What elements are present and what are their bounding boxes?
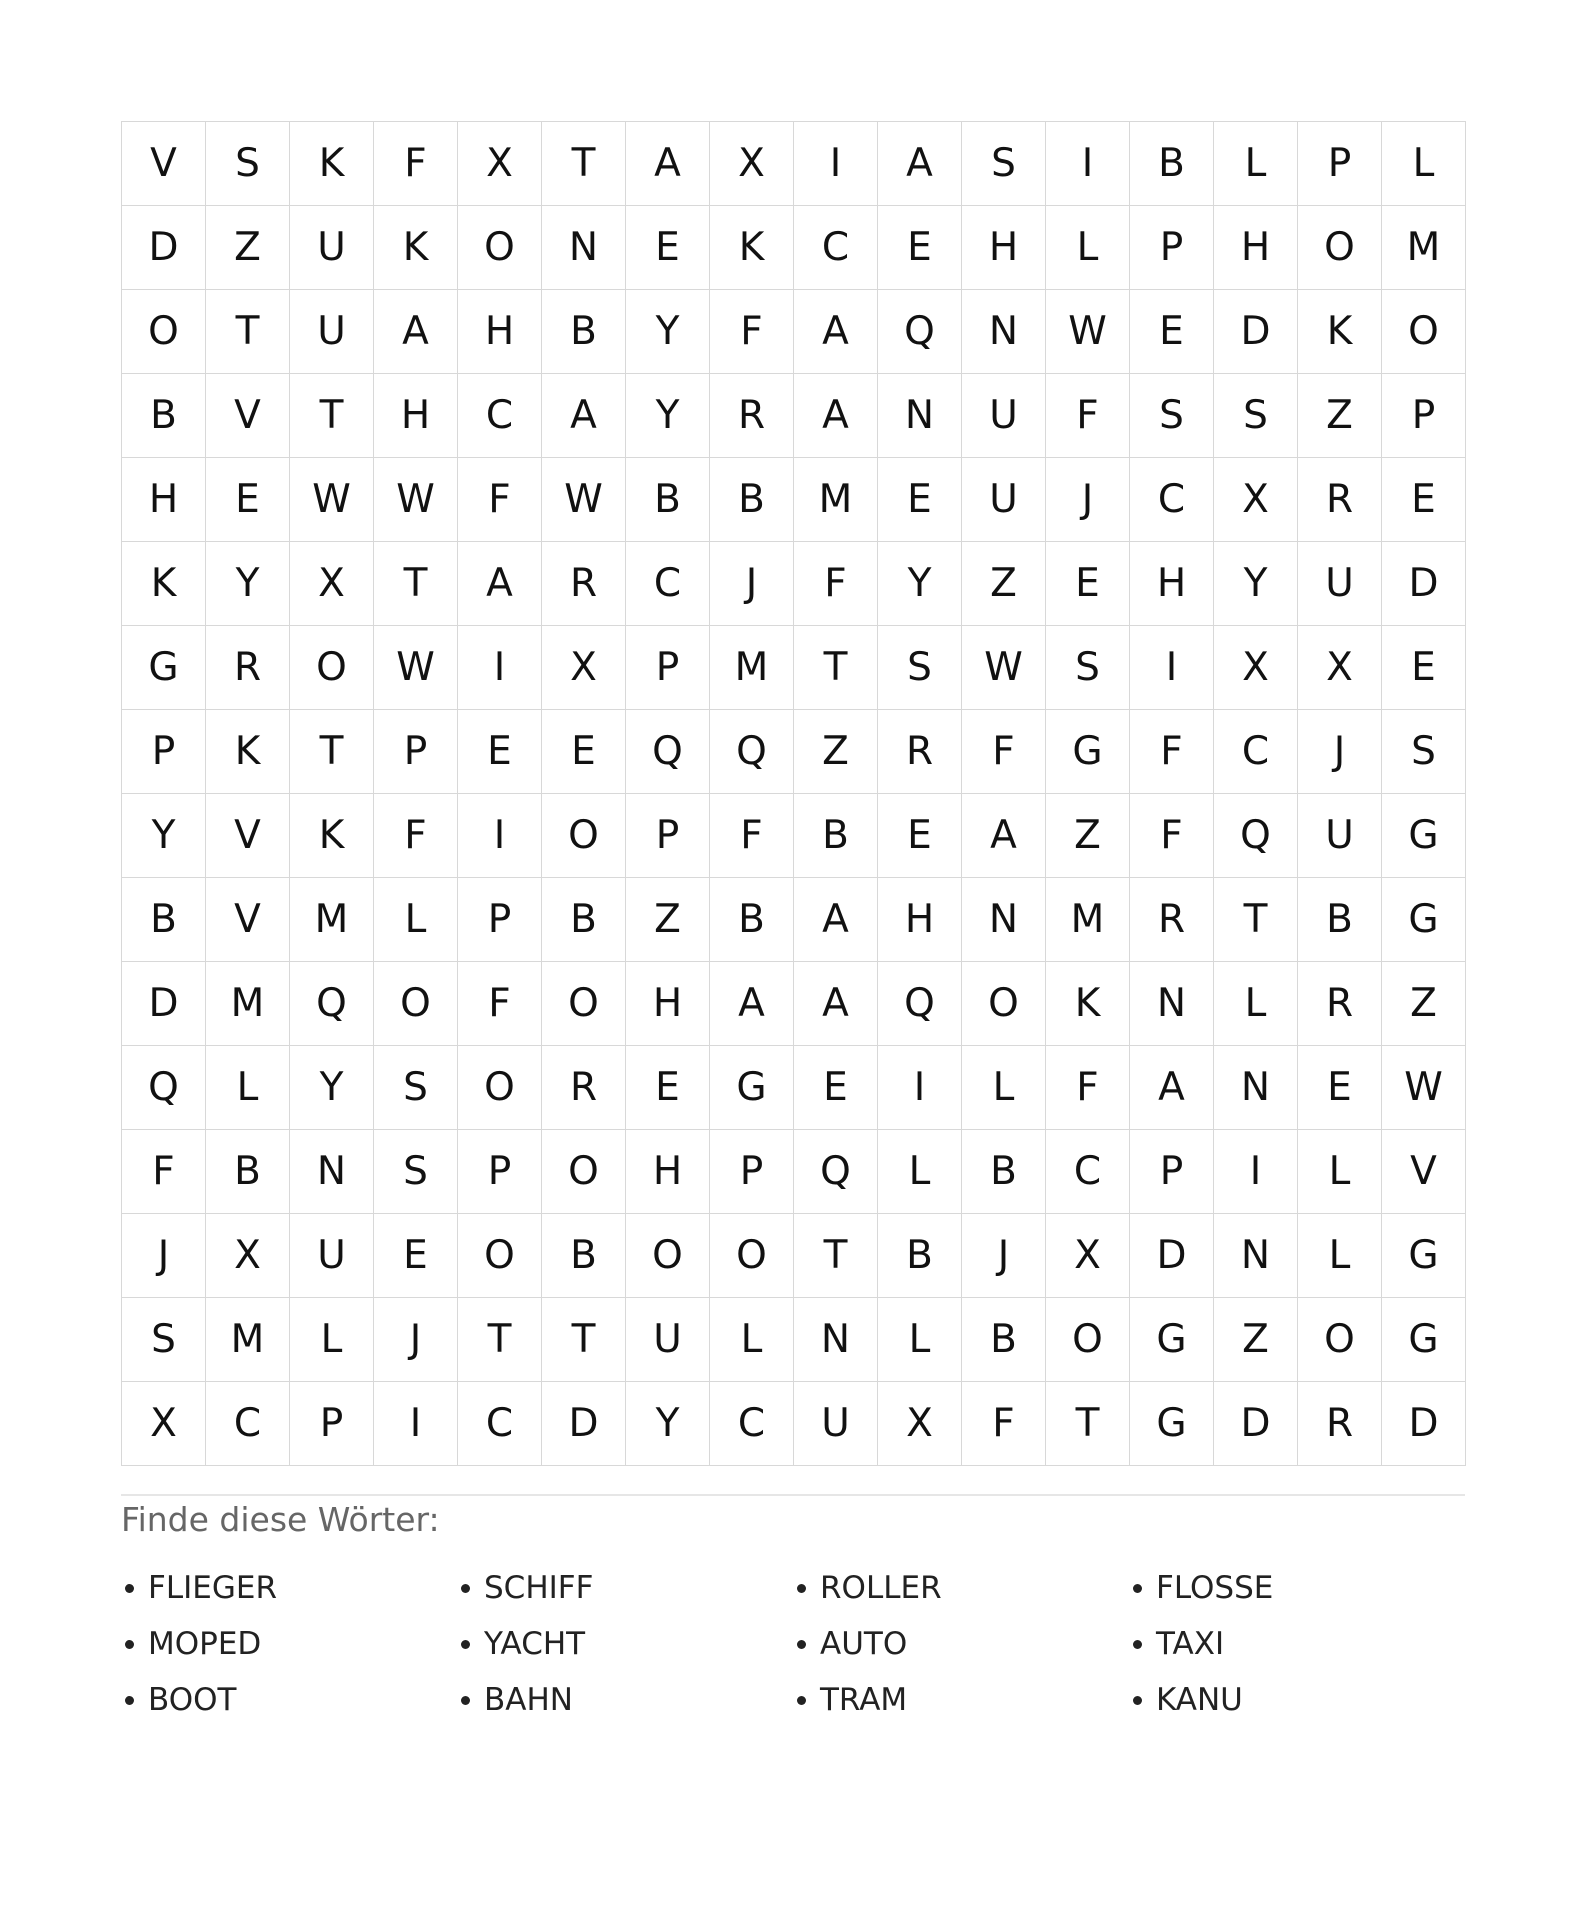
grid-cell[interactable]: K — [290, 122, 374, 206]
grid-cell[interactable]: M — [290, 878, 374, 962]
grid-cell[interactable]: O — [458, 1214, 542, 1298]
grid-cell[interactable]: B — [1298, 878, 1382, 962]
grid-cell[interactable]: J — [962, 1214, 1046, 1298]
grid-cell[interactable]: J — [1298, 710, 1382, 794]
bullet-icon — [1133, 1584, 1142, 1593]
grid-cell[interactable]: A — [794, 290, 878, 374]
grid-cell[interactable]: X — [878, 1382, 962, 1466]
word-label: FLIEGER — [148, 1570, 277, 1606]
grid-cell[interactable]: P — [1382, 374, 1466, 458]
grid-cell[interactable]: W — [962, 626, 1046, 710]
grid-cell[interactable]: H — [458, 290, 542, 374]
grid-cell[interactable]: Y — [626, 1382, 710, 1466]
grid-cell[interactable]: Y — [878, 542, 962, 626]
grid-cell[interactable]: O — [710, 1214, 794, 1298]
grid-cell[interactable]: R — [1298, 962, 1382, 1046]
grid-cell[interactable]: M — [206, 1298, 290, 1382]
grid-cell[interactable]: Z — [1298, 374, 1382, 458]
grid-cell[interactable]: U — [1298, 794, 1382, 878]
grid-cell[interactable]: X — [1214, 626, 1298, 710]
word-list-item — [121, 1560, 457, 1616]
grid-cell[interactable]: G — [1046, 710, 1130, 794]
bullet-icon — [461, 1696, 470, 1705]
grid-cell[interactable]: F — [374, 122, 458, 206]
grid-cell[interactable]: D — [1214, 1382, 1298, 1466]
grid-cell[interactable]: F — [1130, 794, 1214, 878]
grid-cell[interactable]: O — [626, 1214, 710, 1298]
grid-cell[interactable]: T — [206, 290, 290, 374]
grid-cell[interactable]: N — [1130, 962, 1214, 1046]
grid-cell[interactable]: R — [710, 374, 794, 458]
grid-cell[interactable]: K — [206, 710, 290, 794]
grid-cell[interactable]: D — [1130, 1214, 1214, 1298]
word-list-item — [793, 1560, 1129, 1616]
grid-cell[interactable]: I — [1046, 122, 1130, 206]
grid-cell[interactable]: C — [458, 374, 542, 458]
grid-cell[interactable]: V — [122, 122, 206, 206]
word-list-item — [121, 1672, 457, 1728]
word-label: BAHN — [484, 1682, 573, 1718]
grid-cell[interactable]: G — [710, 1046, 794, 1130]
grid-cell[interactable]: F — [1130, 710, 1214, 794]
grid-cell[interactable]: C — [1046, 1130, 1130, 1214]
grid-cell[interactable]: C — [710, 1382, 794, 1466]
grid-cell[interactable]: K — [1046, 962, 1130, 1046]
grid-cell[interactable]: P — [1130, 1130, 1214, 1214]
grid-cell[interactable]: W — [1382, 1046, 1466, 1130]
grid-cell[interactable]: R — [878, 710, 962, 794]
grid-cell[interactable]: E — [1382, 458, 1466, 542]
bullet-icon — [1133, 1696, 1142, 1705]
grid-cell[interactable]: H — [374, 374, 458, 458]
word-label: ROLLER — [820, 1570, 942, 1606]
grid-cell[interactable]: B — [542, 290, 626, 374]
grid-cell[interactable]: E — [1130, 290, 1214, 374]
bullet-icon — [797, 1640, 806, 1649]
grid-cell[interactable]: T — [1214, 878, 1298, 962]
grid-cell[interactable]: X — [290, 542, 374, 626]
grid-cell[interactable]: F — [962, 710, 1046, 794]
grid-cell[interactable]: J — [1046, 458, 1130, 542]
bullet-icon — [461, 1584, 470, 1593]
grid-cell[interactable]: U — [290, 290, 374, 374]
grid-cell[interactable]: A — [1130, 1046, 1214, 1130]
grid-cell[interactable]: N — [962, 290, 1046, 374]
grid-cell[interactable]: L — [1382, 122, 1466, 206]
word-list-item — [793, 1672, 1129, 1728]
grid-cell[interactable]: P — [626, 794, 710, 878]
grid-cell[interactable]: B — [122, 374, 206, 458]
grid-cell[interactable]: R — [1298, 458, 1382, 542]
grid-cell[interactable]: P — [458, 1130, 542, 1214]
grid-cell[interactable]: F — [458, 458, 542, 542]
grid-cell[interactable]: N — [794, 1298, 878, 1382]
word-label: TRAM — [820, 1682, 908, 1718]
word-label: TAXI — [1156, 1626, 1225, 1662]
grid-cell[interactable]: K — [710, 206, 794, 290]
grid-cell[interactable]: P — [458, 878, 542, 962]
grid-cell[interactable]: T — [794, 1214, 878, 1298]
grid-cell[interactable]: J — [122, 1214, 206, 1298]
grid-cell[interactable]: Q — [1214, 794, 1298, 878]
grid-cell[interactable]: B — [962, 1130, 1046, 1214]
grid-cell[interactable]: U — [290, 1214, 374, 1298]
grid-cell[interactable]: F — [458, 962, 542, 1046]
grid-cell[interactable]: H — [1130, 542, 1214, 626]
word-list-item — [1129, 1672, 1465, 1728]
grid-cell[interactable]: S — [122, 1298, 206, 1382]
grid-cell[interactable]: Z — [1214, 1298, 1298, 1382]
word-list-item — [1129, 1560, 1465, 1616]
word-label: AUTO — [820, 1626, 908, 1662]
grid-cell[interactable]: A — [794, 878, 878, 962]
grid-cell[interactable]: S — [878, 626, 962, 710]
grid-cell[interactable]: N — [1214, 1046, 1298, 1130]
grid-cell[interactable]: F — [710, 794, 794, 878]
grid-cell[interactable]: Y — [626, 374, 710, 458]
grid-cell[interactable]: F — [374, 794, 458, 878]
grid-cell[interactable]: A — [458, 542, 542, 626]
grid-cell[interactable]: T — [794, 626, 878, 710]
grid-cell[interactable]: B — [542, 1214, 626, 1298]
grid-cell[interactable]: R — [1298, 1382, 1382, 1466]
grid-cell[interactable]: P — [290, 1382, 374, 1466]
grid-cell[interactable]: T — [542, 122, 626, 206]
grid-cell[interactable]: Q — [290, 962, 374, 1046]
grid-cell[interactable]: K — [122, 542, 206, 626]
grid-cell[interactable]: Q — [122, 1046, 206, 1130]
grid-cell[interactable]: C — [1130, 458, 1214, 542]
grid-cell[interactable]: D — [122, 962, 206, 1046]
bullet-icon — [461, 1640, 470, 1649]
grid-cell[interactable]: P — [1130, 206, 1214, 290]
grid-cell[interactable]: I — [458, 794, 542, 878]
grid-cell[interactable]: Q — [626, 710, 710, 794]
word-list — [121, 1560, 1465, 1728]
grid-cell[interactable]: E — [878, 794, 962, 878]
bullet-icon — [125, 1640, 134, 1649]
grid-cell[interactable]: M — [1046, 878, 1130, 962]
grid-cell[interactable]: E — [794, 1046, 878, 1130]
grid-cell[interactable]: L — [878, 1298, 962, 1382]
grid-cell[interactable]: L — [878, 1130, 962, 1214]
bullet-icon — [1133, 1640, 1142, 1649]
grid-cell[interactable]: B — [122, 878, 206, 962]
grid-cell[interactable]: H — [626, 1130, 710, 1214]
word-list-item — [121, 1616, 457, 1672]
grid-cell[interactable]: B — [710, 458, 794, 542]
word-list-item — [793, 1616, 1129, 1672]
grid-cell[interactable]: G — [1130, 1298, 1214, 1382]
grid-cell[interactable]: A — [374, 290, 458, 374]
grid-cell[interactable]: O — [542, 794, 626, 878]
grid-cell[interactable]: F — [122, 1130, 206, 1214]
grid-cell[interactable]: B — [710, 878, 794, 962]
grid-cell[interactable]: D — [1382, 542, 1466, 626]
grid-cell[interactable]: A — [710, 962, 794, 1046]
grid-cell[interactable]: W — [542, 458, 626, 542]
grid-cell[interactable]: U — [962, 458, 1046, 542]
grid-cell[interactable]: K — [1298, 290, 1382, 374]
grid-cell[interactable]: F — [710, 290, 794, 374]
grid-cell[interactable]: X — [122, 1382, 206, 1466]
grid-cell[interactable]: I — [878, 1046, 962, 1130]
grid-cell[interactable]: D — [1382, 1382, 1466, 1466]
grid-cell[interactable]: O — [122, 290, 206, 374]
grid-cell[interactable]: Y — [626, 290, 710, 374]
grid-cell[interactable]: T — [542, 1298, 626, 1382]
grid-cell[interactable]: X — [1298, 626, 1382, 710]
grid-cell[interactable]: L — [710, 1298, 794, 1382]
grid-cell[interactable]: O — [1046, 1298, 1130, 1382]
grid-cell[interactable]: E — [878, 206, 962, 290]
grid-cell[interactable]: A — [794, 374, 878, 458]
grid-cell[interactable]: P — [626, 626, 710, 710]
grid-cell[interactable]: S — [1214, 374, 1298, 458]
grid-cell[interactable]: Y — [290, 1046, 374, 1130]
grid-cell[interactable]: O — [1298, 206, 1382, 290]
word-search-puzzle — [121, 121, 1463, 1466]
grid-cell[interactable]: Q — [878, 962, 962, 1046]
grid-cell[interactable]: M — [710, 626, 794, 710]
grid-cell[interactable]: X — [1214, 458, 1298, 542]
grid-cell[interactable]: G — [122, 626, 206, 710]
grid-cell[interactable]: Z — [206, 206, 290, 290]
grid-cell[interactable]: L — [1214, 962, 1298, 1046]
grid-cell[interactable]: C — [794, 206, 878, 290]
grid-cell[interactable]: R — [542, 1046, 626, 1130]
grid-cell[interactable]: S — [962, 122, 1046, 206]
word-label: MOPED — [148, 1626, 262, 1662]
grid-cell[interactable]: F — [1046, 374, 1130, 458]
grid-cell[interactable]: E — [458, 710, 542, 794]
grid-cell[interactable]: E — [878, 458, 962, 542]
grid-cell[interactable]: F — [794, 542, 878, 626]
grid-cell[interactable]: H — [122, 458, 206, 542]
grid-cell[interactable]: W — [290, 458, 374, 542]
grid-cell[interactable]: G — [1382, 878, 1466, 962]
grid-cell[interactable]: O — [1298, 1298, 1382, 1382]
grid-cell[interactable]: A — [626, 122, 710, 206]
grid-cell[interactable]: N — [290, 1130, 374, 1214]
letter-grid — [121, 121, 1466, 1466]
grid-cell[interactable]: E — [626, 206, 710, 290]
grid-cell[interactable]: I — [374, 1382, 458, 1466]
grid-cell[interactable]: O — [1382, 290, 1466, 374]
grid-cell[interactable]: M — [794, 458, 878, 542]
grid-cell[interactable]: E — [542, 710, 626, 794]
grid-cell[interactable]: V — [206, 878, 290, 962]
word-list-item — [457, 1616, 793, 1672]
grid-cell[interactable]: E — [206, 458, 290, 542]
grid-cell[interactable]: A — [794, 962, 878, 1046]
grid-cell[interactable]: F — [962, 1382, 1046, 1466]
grid-cell[interactable]: S — [374, 1130, 458, 1214]
grid-cell[interactable]: V — [206, 794, 290, 878]
grid-cell[interactable]: B — [878, 1214, 962, 1298]
grid-cell[interactable]: L — [374, 878, 458, 962]
grid-cell[interactable]: Q — [794, 1130, 878, 1214]
word-label: FLOSSE — [1156, 1570, 1274, 1606]
grid-cell[interactable]: L — [206, 1046, 290, 1130]
grid-cell[interactable]: G — [1382, 1298, 1466, 1382]
grid-cell[interactable]: S — [206, 122, 290, 206]
grid-cell[interactable]: K — [374, 206, 458, 290]
grid-cell[interactable]: B — [962, 1298, 1046, 1382]
grid-cell[interactable]: G — [1382, 794, 1466, 878]
grid-cell[interactable]: W — [1046, 290, 1130, 374]
grid-cell[interactable]: B — [542, 878, 626, 962]
grid-cell[interactable]: M — [1382, 206, 1466, 290]
grid-cell[interactable]: Z — [1046, 794, 1130, 878]
grid-cell[interactable]: B — [794, 794, 878, 878]
grid-cell[interactable]: H — [878, 878, 962, 962]
grid-cell[interactable]: X — [458, 122, 542, 206]
word-label: BOOT — [148, 1682, 237, 1718]
grid-cell[interactable]: B — [1130, 122, 1214, 206]
grid-cell[interactable]: Z — [962, 542, 1046, 626]
word-list-item — [1129, 1616, 1465, 1672]
grid-cell[interactable]: O — [458, 1046, 542, 1130]
grid-cell[interactable]: A — [542, 374, 626, 458]
grid-cell[interactable]: E — [1298, 1046, 1382, 1130]
grid-cell[interactable]: L — [962, 1046, 1046, 1130]
grid-cell[interactable]: U — [794, 1382, 878, 1466]
grid-cell[interactable]: E — [1046, 542, 1130, 626]
grid-cell[interactable]: C — [206, 1382, 290, 1466]
grid-cell[interactable]: B — [206, 1130, 290, 1214]
grid-cell[interactable]: I — [1214, 1130, 1298, 1214]
word-label: KANU — [1156, 1682, 1243, 1718]
grid-cell[interactable]: L — [1214, 122, 1298, 206]
grid-cell[interactable]: J — [374, 1298, 458, 1382]
grid-cell[interactable]: V — [206, 374, 290, 458]
grid-cell[interactable]: Q — [878, 290, 962, 374]
grid-cell[interactable]: O — [542, 1130, 626, 1214]
word-label: YACHT — [484, 1626, 586, 1662]
grid-cell[interactable]: C — [626, 542, 710, 626]
grid-cell[interactable]: I — [1130, 626, 1214, 710]
bullet-icon — [125, 1696, 134, 1705]
grid-cell[interactable]: O — [458, 206, 542, 290]
grid-cell[interactable]: A — [878, 122, 962, 206]
grid-cell[interactable]: V — [1382, 1130, 1466, 1214]
grid-cell[interactable]: Z — [794, 710, 878, 794]
grid-cell[interactable]: O — [374, 962, 458, 1046]
grid-cell[interactable]: T — [1046, 1382, 1130, 1466]
grid-cell[interactable]: H — [626, 962, 710, 1046]
grid-cell[interactable]: Z — [626, 878, 710, 962]
grid-cell[interactable]: L — [290, 1298, 374, 1382]
grid-cell[interactable]: C — [458, 1382, 542, 1466]
grid-cell[interactable]: L — [1298, 1214, 1382, 1298]
grid-cell[interactable]: D — [1214, 290, 1298, 374]
bullet-icon — [125, 1584, 134, 1593]
word-label: SCHIFF — [484, 1570, 594, 1606]
grid-cell[interactable]: L — [1298, 1130, 1382, 1214]
grid-cell[interactable]: R — [1130, 878, 1214, 962]
grid-cell[interactable]: U — [962, 374, 1046, 458]
grid-cell[interactable]: I — [794, 122, 878, 206]
grid-cell[interactable]: X — [542, 626, 626, 710]
grid-cell[interactable]: E — [374, 1214, 458, 1298]
grid-cell[interactable]: S — [374, 1046, 458, 1130]
grid-cell[interactable]: R — [206, 626, 290, 710]
grid-cell[interactable]: X — [206, 1214, 290, 1298]
grid-cell[interactable]: Y — [206, 542, 290, 626]
grid-cell[interactable]: T — [290, 374, 374, 458]
divider — [121, 1494, 1465, 1496]
word-list-item — [457, 1672, 793, 1728]
grid-cell[interactable]: P — [710, 1130, 794, 1214]
grid-cell[interactable]: E — [626, 1046, 710, 1130]
grid-cell[interactable]: P — [122, 710, 206, 794]
grid-cell[interactable]: I — [458, 626, 542, 710]
grid-cell[interactable]: D — [122, 206, 206, 290]
grid-cell[interactable]: W — [374, 458, 458, 542]
grid-cell[interactable]: X — [710, 122, 794, 206]
grid-cell[interactable]: T — [374, 542, 458, 626]
grid-cell[interactable]: S — [1382, 710, 1466, 794]
grid-cell[interactable]: T — [458, 1298, 542, 1382]
grid-cell[interactable]: S — [1130, 374, 1214, 458]
grid-cell[interactable]: N — [542, 206, 626, 290]
grid-cell[interactable]: H — [962, 206, 1046, 290]
grid-cell[interactable]: U — [626, 1298, 710, 1382]
grid-cell[interactable]: Q — [710, 710, 794, 794]
grid-cell[interactable]: W — [374, 626, 458, 710]
grid-cell[interactable]: E — [1382, 626, 1466, 710]
grid-cell[interactable]: R — [542, 542, 626, 626]
word-list-prompt: Finde diese Wörter: — [121, 1500, 440, 1539]
bullet-icon — [797, 1584, 806, 1593]
grid-cell[interactable]: P — [1298, 122, 1382, 206]
grid-cell[interactable]: N — [1214, 1214, 1298, 1298]
grid-cell[interactable]: B — [626, 458, 710, 542]
grid-cell[interactable]: J — [710, 542, 794, 626]
grid-cell[interactable]: O — [542, 962, 626, 1046]
grid-cell[interactable]: F — [1046, 1046, 1130, 1130]
grid-cell[interactable]: Y — [1214, 542, 1298, 626]
grid-cell[interactable]: O — [962, 962, 1046, 1046]
grid-cell[interactable]: U — [290, 206, 374, 290]
grid-cell[interactable]: N — [878, 374, 962, 458]
grid-cell[interactable]: K — [290, 794, 374, 878]
grid-cell[interactable]: G — [1130, 1382, 1214, 1466]
grid-cell[interactable]: M — [206, 962, 290, 1046]
grid-cell[interactable]: X — [1046, 1214, 1130, 1298]
grid-cell[interactable]: L — [1046, 206, 1130, 290]
grid-cell[interactable]: D — [542, 1382, 626, 1466]
grid-cell[interactable]: Y — [122, 794, 206, 878]
grid-cell[interactable]: U — [1298, 542, 1382, 626]
grid-cell[interactable]: T — [290, 710, 374, 794]
bullet-icon — [797, 1696, 806, 1705]
grid-cell[interactable]: H — [1214, 206, 1298, 290]
grid-cell[interactable]: N — [962, 878, 1046, 962]
grid-cell[interactable]: Z — [1382, 962, 1466, 1046]
grid-cell[interactable]: C — [1214, 710, 1298, 794]
grid-cell[interactable]: G — [1382, 1214, 1466, 1298]
word-list-item — [457, 1560, 793, 1616]
grid-cell[interactable]: P — [374, 710, 458, 794]
grid-cell[interactable]: S — [1046, 626, 1130, 710]
grid-cell[interactable]: O — [290, 626, 374, 710]
grid-cell[interactable]: A — [962, 794, 1046, 878]
